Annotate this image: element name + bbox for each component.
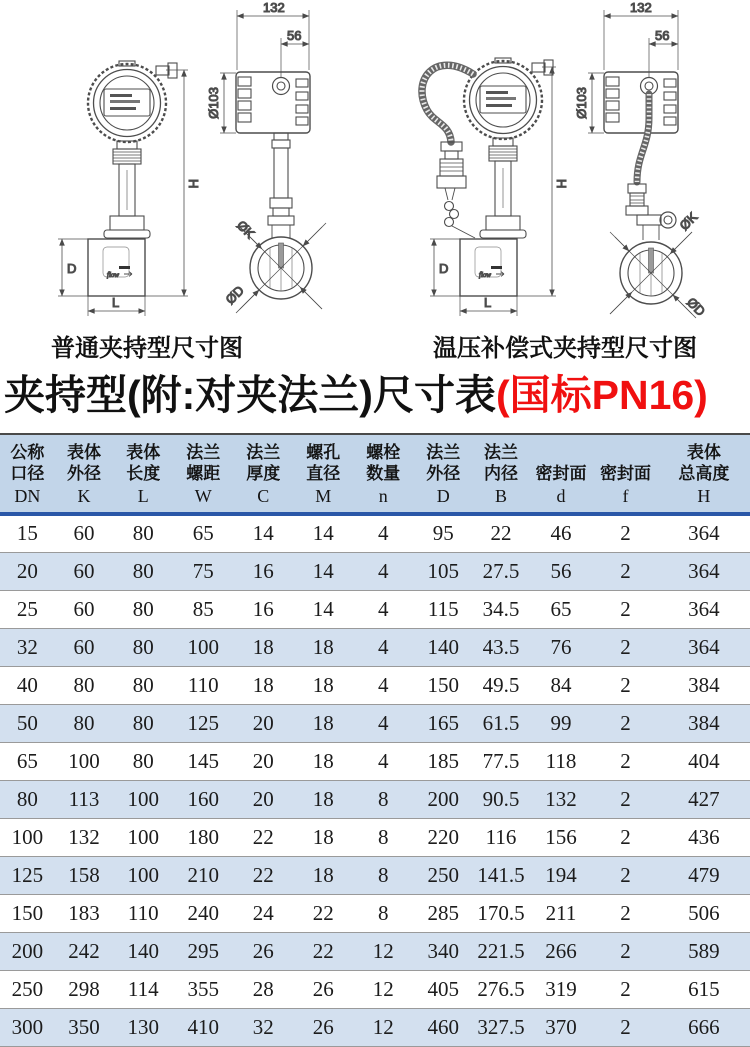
flex-conduit	[422, 65, 475, 238]
col-symbol: B	[494, 486, 507, 506]
col-title-line	[593, 442, 658, 463]
cell-n: 12	[353, 1008, 413, 1046]
figure-ordinary-clamp	[0, 0, 375, 360]
cell-L: 80	[113, 704, 173, 742]
col-header-D	[413, 434, 473, 514]
cell-C: 22	[233, 818, 293, 856]
flow-label: flow	[107, 271, 120, 279]
compensated-clamp-drawing	[375, 0, 750, 325]
cell-f: 2	[593, 932, 658, 970]
col-symbol: d	[556, 486, 566, 506]
cell-W: 75	[173, 552, 233, 590]
cell-D: 105	[413, 552, 473, 590]
table-row-dn-250	[0, 970, 750, 1008]
cell-DN: 65	[0, 742, 55, 780]
cell-DN: 20	[0, 552, 55, 590]
cell-DN: 125	[0, 856, 55, 894]
col-header-DN	[0, 434, 55, 514]
cell-W: 85	[173, 590, 233, 628]
col-header-W	[173, 434, 233, 514]
flex-conduit-side	[626, 94, 649, 215]
cell-n: 4	[353, 666, 413, 704]
cell-C: 32	[233, 1008, 293, 1046]
col-header-L	[113, 434, 173, 514]
cell-M: 14	[293, 590, 353, 628]
cell-L: 80	[113, 666, 173, 704]
cell-K: 298	[55, 970, 114, 1008]
cell-f: 2	[593, 742, 658, 780]
cell-W: 355	[173, 970, 233, 1008]
cell-f: 2	[593, 1008, 658, 1046]
cell-DN: 40	[0, 666, 55, 704]
col-symbol: C	[257, 486, 270, 506]
cell-d: 194	[529, 856, 594, 894]
cell-B: 116	[473, 818, 529, 856]
cell-K: 100	[55, 742, 114, 780]
lcd-display	[104, 89, 150, 116]
table-row-dn-300	[0, 1008, 750, 1046]
table-row-dn-100	[0, 818, 750, 856]
dim-label-bolt-circle: ØK	[676, 209, 701, 234]
cell-L: 110	[113, 894, 173, 932]
table-row-dn-50	[0, 704, 750, 742]
dim-label-132: 132	[263, 0, 285, 15]
cell-H: 479	[658, 856, 750, 894]
cell-K: 60	[55, 552, 114, 590]
col-header-f	[593, 434, 658, 514]
cell-D: 200	[413, 780, 473, 818]
col-title-line: 法兰	[484, 443, 518, 462]
cell-M: 18	[293, 856, 353, 894]
cell-W: 145	[173, 742, 233, 780]
col-title-line: 数量	[366, 464, 401, 483]
cell-D: 340	[413, 932, 473, 970]
cell-f: 2	[620, 521, 631, 546]
table-row-dn-65	[0, 742, 750, 780]
dim-label-D: D	[439, 261, 449, 276]
caption-ordinary-clamp: 普通夹持型尺寸图	[51, 335, 243, 362]
cell-f: 2	[593, 590, 658, 628]
col-header-B	[473, 434, 529, 514]
table-body	[0, 514, 750, 1046]
cell-H: 666	[658, 1008, 750, 1046]
col-header-d	[529, 434, 594, 514]
cell-f: 2	[593, 552, 658, 590]
dim-label-flange-dia: ØD	[683, 294, 709, 319]
cell-K: 242	[55, 932, 114, 970]
cell-n: 8	[353, 856, 413, 894]
cell-B: 34.5	[473, 590, 529, 628]
col-title-line: 长度	[126, 464, 161, 483]
page-title-main: 夹持型(附:对夹法兰)尺寸表	[4, 372, 496, 418]
cell-n: 4	[353, 742, 413, 780]
front-view-drawing	[58, 61, 201, 316]
col-title-line: 外径	[426, 464, 461, 483]
col-title-line: 总高度	[678, 464, 730, 483]
cell-C: 14	[252, 521, 274, 546]
cell-M: 18	[293, 704, 353, 742]
cell-B: 22	[490, 521, 512, 546]
caption-compensated-clamp: 温压补偿式夹持型尺寸图	[433, 335, 697, 362]
cell-B: 276.5	[473, 970, 529, 1008]
cell-M: 18	[293, 666, 353, 704]
table-row-dn-125	[0, 856, 750, 894]
dim-label-dia103: Ø103	[206, 87, 221, 119]
cell-C: 28	[233, 970, 293, 1008]
cell-f: 2	[593, 970, 658, 1008]
cell-K: 60	[55, 590, 114, 628]
cell-f: 2	[593, 628, 658, 666]
cell-n: 12	[353, 932, 413, 970]
cell-d: 132	[529, 780, 594, 818]
cell-D: 250	[413, 856, 473, 894]
cell-H: 384	[658, 704, 750, 742]
cell-C: 18	[233, 628, 293, 666]
col-symbol: K	[77, 486, 91, 506]
cell-n: 4	[353, 704, 413, 742]
cell-L: 100	[113, 780, 173, 818]
cell-D: 460	[413, 1008, 473, 1046]
cell-H: 506	[658, 894, 750, 932]
cell-B: 90.5	[473, 780, 529, 818]
cell-d: 65	[529, 590, 594, 628]
cell-D: 150	[413, 666, 473, 704]
dim-label-H: H	[554, 179, 569, 189]
col-header-K	[55, 434, 114, 514]
cell-K: 60	[73, 521, 95, 546]
page-title	[0, 360, 750, 433]
cell-H: 615	[658, 970, 750, 1008]
col-symbol: W	[194, 486, 212, 506]
side-view-drawing	[206, 0, 326, 313]
cell-n: 4	[353, 590, 413, 628]
dim-label-132: 132	[630, 0, 652, 15]
col-title-line: 螺栓	[366, 443, 401, 462]
side-view-drawing	[574, 0, 708, 319]
cell-DN: 50	[0, 704, 55, 742]
cell-B: 141.5	[473, 856, 529, 894]
cell-DN: 100	[0, 818, 55, 856]
dim-label-56: 56	[655, 28, 670, 43]
cell-W: 160	[173, 780, 233, 818]
cell-M: 14	[312, 521, 334, 546]
col-title-line: 螺距	[186, 464, 221, 483]
table-row-dn-150	[0, 894, 750, 932]
cell-L: 100	[113, 818, 173, 856]
col-title-line: 内径	[484, 464, 518, 483]
cell-K: 80	[55, 666, 114, 704]
cell-L: 80	[113, 742, 173, 780]
cell-d: 266	[529, 932, 594, 970]
cell-B: 43.5	[473, 628, 529, 666]
ordinary-clamp-drawing	[0, 0, 375, 325]
cell-M: 26	[293, 970, 353, 1008]
cell-C: 20	[233, 780, 293, 818]
table-row-dn-80	[0, 780, 750, 818]
cell-H: 436	[658, 818, 750, 856]
dim-label-dia103: Ø103	[574, 87, 589, 119]
cell-B: 27.5	[473, 552, 529, 590]
cell-C: 18	[233, 666, 293, 704]
cell-d: 46	[550, 521, 572, 546]
col-title-line: 表体	[67, 443, 101, 462]
cell-L: 80	[113, 552, 173, 590]
cell-H: 427	[658, 780, 750, 818]
cell-W: 240	[173, 894, 233, 932]
front-view-drawing	[422, 58, 569, 316]
cell-d: 99	[529, 704, 594, 742]
cell-W: 110	[173, 666, 233, 704]
cell-B: 77.5	[473, 742, 529, 780]
col-title-line: 公称	[10, 443, 45, 462]
cell-H: 364	[658, 552, 750, 590]
dim-label-flange-dia: ØD	[222, 282, 247, 308]
cell-B: 327.5	[473, 1008, 529, 1046]
col-symbol: H	[697, 486, 711, 506]
cell-d: 76	[529, 628, 594, 666]
col-header-n	[353, 434, 413, 514]
cell-L: 80	[132, 521, 154, 546]
cell-DN: 80	[0, 780, 55, 818]
cell-n: 4	[378, 521, 389, 546]
cell-M: 18	[293, 628, 353, 666]
cell-d: 118	[529, 742, 594, 780]
cell-D: 220	[413, 818, 473, 856]
cell-C: 20	[233, 704, 293, 742]
table-row-dn-15	[0, 514, 750, 552]
col-title-line: 法兰	[426, 443, 461, 462]
cell-L: 80	[113, 590, 173, 628]
cell-H: 364	[658, 628, 750, 666]
cell-H: 589	[658, 932, 750, 970]
table-row-dn-20	[0, 552, 750, 590]
cell-B: 61.5	[473, 704, 529, 742]
cell-K: 183	[55, 894, 114, 932]
cell-f: 2	[593, 666, 658, 704]
cell-W: 65	[192, 521, 214, 546]
col-title-line: 外径	[67, 464, 101, 483]
cell-d: 56	[529, 552, 594, 590]
col-header-C	[233, 434, 293, 514]
cell-d: 84	[529, 666, 594, 704]
col-title-line	[529, 442, 594, 463]
cell-D: 405	[413, 970, 473, 1008]
cell-f: 2	[593, 780, 658, 818]
col-symbol: L	[137, 486, 149, 506]
dim-label-56: 56	[287, 28, 302, 43]
cell-K: 158	[55, 856, 114, 894]
dim-label-bolt-circle: ØK	[233, 217, 258, 242]
col-header-M	[293, 434, 353, 514]
figure-compensated-clamp	[375, 0, 750, 360]
cell-K: 80	[55, 704, 114, 742]
cell-M: 18	[293, 818, 353, 856]
cell-M: 18	[293, 780, 353, 818]
cell-d: 211	[529, 894, 594, 932]
cell-W: 180	[173, 818, 233, 856]
col-title-line: 表体	[126, 443, 161, 462]
cell-DN: 300	[0, 1008, 55, 1046]
cell-n: 8	[353, 818, 413, 856]
cell-DN: 150	[0, 894, 55, 932]
cell-M: 22	[293, 894, 353, 932]
col-title-line: 螺孔	[306, 443, 341, 462]
col-title-line: 法兰	[246, 443, 281, 462]
col-title-line: 密封面	[535, 464, 587, 483]
cell-K: 350	[55, 1008, 114, 1046]
col-symbol: DN	[14, 486, 41, 506]
cell-DN: 25	[0, 590, 55, 628]
dimension-table	[0, 433, 750, 1047]
dim-label-L: L	[112, 295, 120, 310]
cell-C: 20	[233, 742, 293, 780]
cell-H: 384	[658, 666, 750, 704]
table-row-dn-25	[0, 590, 750, 628]
cell-W: 210	[173, 856, 233, 894]
cell-H: 364	[688, 521, 720, 546]
table-row-dn-32	[0, 628, 750, 666]
cell-W: 295	[173, 932, 233, 970]
cell-K: 113	[55, 780, 114, 818]
cell-f: 2	[593, 704, 658, 742]
cell-L: 130	[113, 1008, 173, 1046]
cell-L: 114	[113, 970, 173, 1008]
cell-M: 26	[293, 1008, 353, 1046]
col-title-line: 法兰	[186, 443, 221, 462]
cell-f: 2	[593, 818, 658, 856]
cell-H: 364	[658, 590, 750, 628]
cell-D: 285	[413, 894, 473, 932]
cell-f: 2	[593, 856, 658, 894]
cell-n: 12	[353, 970, 413, 1008]
cell-M: 22	[293, 932, 353, 970]
cell-W: 125	[173, 704, 233, 742]
table-row-dn-40	[0, 666, 750, 704]
cell-D: 115	[413, 590, 473, 628]
cell-W: 410	[173, 1008, 233, 1046]
cell-d: 156	[529, 818, 594, 856]
cell-f: 2	[593, 894, 658, 932]
cell-K: 132	[55, 818, 114, 856]
table-header	[0, 434, 750, 514]
cell-DN: 200	[0, 932, 55, 970]
col-symbol: D	[436, 486, 450, 506]
col-header-H	[658, 434, 750, 514]
cell-C: 16	[233, 552, 293, 590]
lcd-display	[480, 86, 526, 113]
cell-H: 404	[658, 742, 750, 780]
table-row-dn-200	[0, 932, 750, 970]
cell-D: 185	[413, 742, 473, 780]
cell-D: 140	[413, 628, 473, 666]
col-title-line: 表体	[686, 443, 721, 462]
cell-d: 370	[529, 1008, 594, 1046]
col-title-line: 口径	[10, 464, 45, 483]
cell-M: 14	[293, 552, 353, 590]
cell-K: 60	[55, 628, 114, 666]
cell-C: 22	[233, 856, 293, 894]
page-title-standard-highlight: (国标PN16)	[495, 372, 708, 418]
col-symbol: n	[378, 486, 388, 506]
cell-C: 16	[233, 590, 293, 628]
col-title-line: 直径	[306, 464, 341, 483]
cell-DN: 250	[0, 970, 55, 1008]
cell-n: 8	[353, 780, 413, 818]
cell-B: 49.5	[473, 666, 529, 704]
col-symbol: f	[622, 486, 629, 506]
col-title-line: 厚度	[246, 464, 281, 483]
cell-C: 24	[233, 894, 293, 932]
cell-M: 18	[293, 742, 353, 780]
col-symbol: M	[315, 486, 332, 506]
flow-label: flow	[479, 271, 492, 279]
cell-L: 140	[113, 932, 173, 970]
cell-n: 8	[353, 894, 413, 932]
cell-n: 4	[353, 552, 413, 590]
cell-D: 95	[432, 521, 454, 546]
cell-B: 170.5	[473, 894, 529, 932]
cell-DN: 15	[16, 521, 38, 546]
cell-n: 4	[353, 628, 413, 666]
cell-B: 221.5	[473, 932, 529, 970]
col-title-line: 密封面	[600, 464, 651, 483]
dim-label-H: H	[186, 179, 201, 189]
cell-W: 100	[173, 628, 233, 666]
cell-C: 26	[233, 932, 293, 970]
dim-label-D: D	[67, 261, 77, 276]
cell-d: 319	[529, 970, 594, 1008]
dimension-drawings	[0, 0, 750, 360]
cell-DN: 32	[0, 628, 55, 666]
dim-label-L: L	[484, 295, 492, 310]
cell-L: 80	[113, 628, 173, 666]
cell-D: 165	[413, 704, 473, 742]
cell-L: 100	[113, 856, 173, 894]
